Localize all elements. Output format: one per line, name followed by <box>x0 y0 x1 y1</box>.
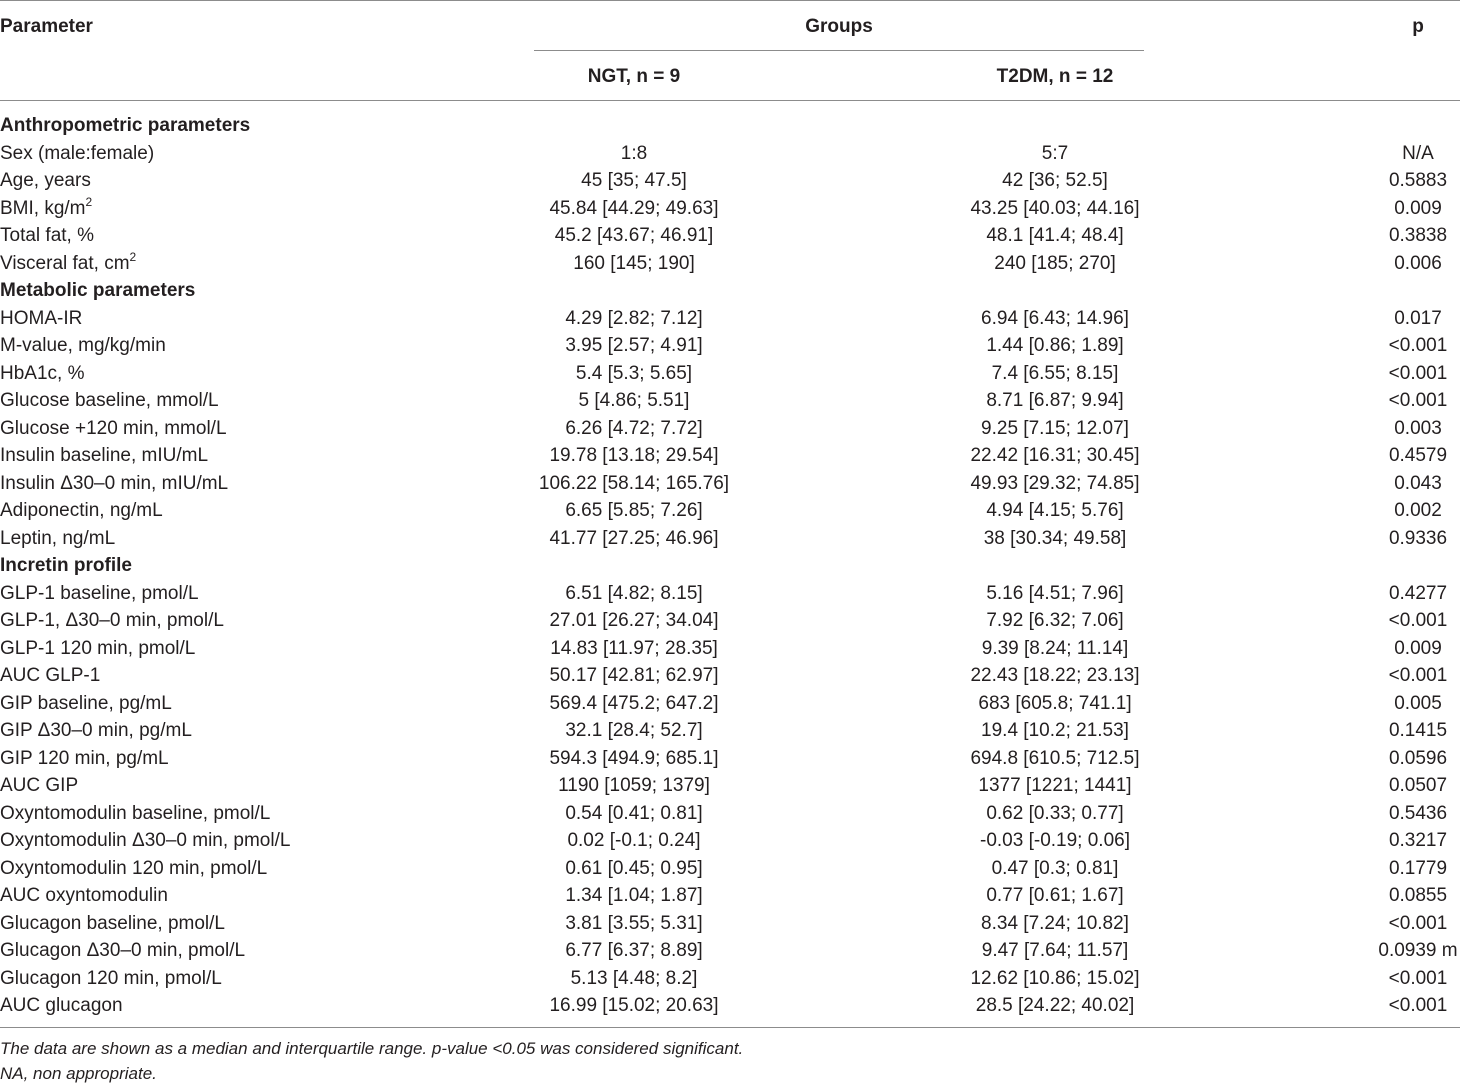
p-value-cell: 0.1415 <box>1388 720 1448 741</box>
table-row <box>0 635 1460 663</box>
table-row <box>0 305 1460 333</box>
t2dm-cell: 38 [30.34; 49.58] <box>983 527 1127 549</box>
table-bottom-rule <box>0 1027 1460 1028</box>
t2dm-cell: 22.43 [18.22; 23.13] <box>970 665 1140 686</box>
t2dm-cell: 9.39 [8.24; 11.14] <box>981 637 1129 659</box>
parameter-label: AUC GIP <box>0 775 79 796</box>
parameter-cell <box>0 305 82 333</box>
ngt-cell: 32.1 [28.4; 52.7] <box>565 720 703 741</box>
table-row <box>0 992 1460 1020</box>
table-row <box>0 910 1460 938</box>
parameter-cell <box>0 772 78 800</box>
parameter-cell <box>0 497 163 525</box>
table-row <box>0 662 1460 690</box>
p-value-cell: N/A <box>1402 142 1434 164</box>
groups-underline <box>534 50 1144 51</box>
section-row <box>0 277 1460 305</box>
parameter-cell <box>0 607 224 635</box>
p-value-cell: 0.002 <box>1394 500 1442 521</box>
table-row <box>0 387 1460 415</box>
p-value-cell: 0.4277 <box>1388 582 1448 604</box>
parameter-label: GLP-1 baseline, pmol/L <box>0 582 199 604</box>
parameter-label: Total fat, % <box>0 225 94 246</box>
table-row <box>0 827 1460 855</box>
table-row <box>0 580 1460 608</box>
t2dm-cell: 7.92 [6.32; 7.06] <box>986 610 1124 631</box>
table-top-rule <box>0 0 1460 1</box>
p-value-cell: 0.1779 <box>1388 857 1448 879</box>
parameter-cell <box>0 222 94 250</box>
parameter-cell <box>0 470 228 498</box>
table-row <box>0 332 1460 360</box>
section-row <box>0 552 1460 580</box>
p-value-cell: 0.006 <box>1394 252 1442 274</box>
t2dm-cell: 0.62 [0.33; 0.77] <box>986 802 1124 824</box>
t2dm-cell: 8.71 [6.87; 9.94] <box>986 390 1124 411</box>
parameter-label: AUC glucagon <box>0 995 123 1016</box>
parameter-cell <box>0 195 92 223</box>
ngt-cell: 27.01 [26.27; 34.04] <box>549 610 719 631</box>
p-value-cell: 0.005 <box>1394 692 1442 714</box>
parameter-label: GLP-1, Δ30–0 min, pmol/L <box>0 610 224 631</box>
t2dm-cell: 5:7 <box>1041 142 1069 164</box>
section-heading <box>0 552 132 580</box>
t2dm-cell: 9.25 [7.15; 12.07] <box>981 417 1129 439</box>
ngt-cell: 45 [35; 47.5] <box>581 170 687 191</box>
section-heading <box>0 112 250 140</box>
parameter-cell <box>0 965 222 993</box>
table-row <box>0 195 1460 223</box>
parameter-cell <box>0 882 168 910</box>
ngt-cell: 14.83 [11.97; 28.35] <box>550 637 718 659</box>
parameter-label: Oxyntomodulin 120 min, pmol/L <box>0 857 268 879</box>
table-row <box>0 140 1460 168</box>
p-value-cell: 0.5436 <box>1388 802 1448 824</box>
table-row <box>0 965 1460 993</box>
p-value-cell: 0.3838 <box>1388 225 1448 246</box>
ngt-cell: 6.77 [6.37; 8.89] <box>565 940 703 961</box>
parameter-label: Age, years <box>0 170 91 191</box>
ngt-cell: 19.78 [13.18; 29.54] <box>549 445 719 466</box>
p-value-cell: 0.3217 <box>1388 830 1448 851</box>
parameter-label: Incretin profile <box>0 555 132 576</box>
parameter-cell <box>0 992 123 1020</box>
parameter-cell <box>0 360 84 388</box>
ngt-cell: 0.61 [0.45; 0.95] <box>565 857 703 879</box>
parameter-cell <box>0 250 136 278</box>
parameter-cell <box>0 167 91 195</box>
ngt-cell: 594.3 [494.9; 685.1] <box>549 747 719 769</box>
table-row <box>0 800 1460 828</box>
t2dm-cell: 6.94 [6.43; 14.96] <box>981 307 1129 329</box>
header-groups: Groups <box>805 16 873 37</box>
parameter-label: GIP Δ30–0 min, pg/mL <box>0 720 192 741</box>
t2dm-cell: 694.8 [610.5; 712.5] <box>970 747 1140 769</box>
p-value-cell: 0.0855 <box>1388 885 1448 906</box>
parameter-cell <box>0 525 115 553</box>
t2dm-cell: 8.34 [7.24; 10.82] <box>981 912 1129 934</box>
p-value-cell: 0.043 <box>1394 472 1442 494</box>
parameter-cell <box>0 910 225 938</box>
t2dm-cell: 0.47 [0.3; 0.81] <box>991 857 1119 879</box>
t2dm-cell: 683 [605.8; 741.1] <box>978 692 1132 714</box>
parameter-label: Sex (male:female) <box>0 142 155 164</box>
t2dm-cell: 1.44 [0.86; 1.89] <box>986 335 1124 356</box>
t2dm-cell: 12.62 [10.86; 15.02] <box>970 967 1140 989</box>
p-value-cell: 0.5883 <box>1388 170 1448 191</box>
ngt-cell: 6.51 [4.82; 8.15] <box>565 582 703 604</box>
t2dm-cell: 1377 [1221; 1441] <box>978 775 1132 796</box>
table-row <box>0 167 1460 195</box>
parameter-label: Oxyntomodulin Δ30–0 min, pmol/L <box>0 830 291 851</box>
t2dm-cell: 48.1 [41.4; 48.4] <box>986 225 1124 246</box>
header-bottom-rule <box>0 100 1460 101</box>
table-row <box>0 525 1460 553</box>
ngt-cell: 1.34 [1.04; 1.87] <box>565 885 703 906</box>
p-value-cell: 0.9336 <box>1388 527 1448 549</box>
ngt-cell: 45.84 [44.29; 49.63] <box>549 197 719 219</box>
t2dm-cell: 9.47 [7.64; 11.57] <box>981 940 1129 961</box>
parameter-label: Oxyntomodulin baseline, pmol/L <box>0 802 271 824</box>
ngt-cell: 50.17 [42.81; 62.97] <box>549 665 719 686</box>
t2dm-cell: -0.03 [-0.19; 0.06] <box>980 830 1130 851</box>
ngt-cell: 0.02 [-0.1; 0.24] <box>567 830 701 851</box>
parameter-cell <box>0 332 166 360</box>
header-p: p <box>1412 16 1424 37</box>
parameter-cell <box>0 635 195 663</box>
table-row <box>0 690 1460 718</box>
ngt-cell: 41.77 [27.25; 46.96] <box>549 527 719 549</box>
parameter-cell <box>0 662 100 690</box>
parameter-cell <box>0 415 227 443</box>
ngt-cell: 5 [4.86; 5.51] <box>578 390 690 411</box>
table-row <box>0 717 1460 745</box>
parameter-cell <box>0 855 267 883</box>
p-value-cell: <0.001 <box>1388 912 1448 934</box>
ngt-cell: 569.4 [475.2; 647.2] <box>549 692 719 714</box>
parameter-label: Glucose baseline, mmol/L <box>0 390 219 411</box>
unit-superscript: 2 <box>85 194 93 209</box>
p-value-cell: <0.001 <box>1388 665 1448 686</box>
ngt-cell: 3.95 [2.57; 4.91] <box>565 335 703 356</box>
parameter-label: Glucagon 120 min, pmol/L <box>0 967 222 989</box>
parameter-label: BMI, kg/m <box>0 197 86 219</box>
parameter-label: Insulin Δ30–0 min, mIU/mL <box>0 472 229 494</box>
t2dm-cell: 22.42 [16.31; 30.45] <box>970 445 1140 466</box>
parameter-cell <box>0 690 172 718</box>
table-row <box>0 745 1460 773</box>
t2dm-cell: 43.25 [40.03; 44.16] <box>970 197 1140 219</box>
parameter-label: Visceral fat, cm <box>0 252 130 274</box>
parameter-label: AUC GLP-1 <box>0 665 101 686</box>
parameter-label: Anthropometric parameters <box>0 115 251 136</box>
parameter-label: HbA1c, % <box>0 362 85 384</box>
parameter-label: GLP-1 120 min, pmol/L <box>0 637 196 659</box>
p-value-cell: <0.001 <box>1388 610 1448 631</box>
parameter-label: AUC oxyntomodulin <box>0 885 168 906</box>
ngt-cell: 1190 [1059; 1379] <box>558 775 710 796</box>
p-value-cell: 0.0939 m <box>1378 940 1458 961</box>
p-value-cell: <0.001 <box>1388 967 1448 989</box>
p-value-cell: 0.003 <box>1394 417 1442 439</box>
table-row <box>0 497 1460 525</box>
parameter-cell <box>0 745 169 773</box>
t2dm-cell: 4.94 [4.15; 5.76] <box>986 500 1124 521</box>
parameter-cell <box>0 140 154 168</box>
table-row <box>0 855 1460 883</box>
section-heading <box>0 277 195 305</box>
ngt-cell: 16.99 [15.02; 20.63] <box>549 995 719 1016</box>
p-value-cell: <0.001 <box>1388 335 1448 356</box>
parameter-label: Glucose +120 min, mmol/L <box>0 417 227 439</box>
table-row <box>0 607 1460 635</box>
parameter-label: Glucagon baseline, pmol/L <box>0 912 225 934</box>
t2dm-cell: 240 [185; 270] <box>994 252 1116 274</box>
parameter-cell <box>0 937 245 965</box>
table-row <box>0 222 1460 250</box>
ngt-cell: 160 [145; 190] <box>573 252 695 274</box>
parameter-label: M-value, mg/kg/min <box>0 335 166 356</box>
table-row <box>0 442 1460 470</box>
table-row <box>0 937 1460 965</box>
header-t2dm: T2DM, n = 12 <box>996 66 1114 87</box>
t2dm-cell: 28.5 [24.22; 40.02] <box>975 995 1135 1016</box>
parameter-label: Leptin, ng/mL <box>0 527 116 549</box>
p-value-cell: 0.009 <box>1394 637 1442 659</box>
t2dm-cell: 19.4 [10.2; 21.53] <box>981 720 1129 741</box>
parameter-cell <box>0 827 290 855</box>
parameter-cell <box>0 800 270 828</box>
parameter-label: GIP baseline, pg/mL <box>0 692 172 714</box>
table-row <box>0 415 1460 443</box>
section-row <box>0 112 1460 140</box>
header-parameter: Parameter <box>0 16 93 37</box>
parameter-label: Metabolic parameters <box>0 280 196 301</box>
ngt-cell: 106.22 [58.14; 165.76] <box>538 472 730 494</box>
parameter-cell <box>0 717 192 745</box>
p-value-cell: <0.001 <box>1388 995 1448 1016</box>
footnote-data: The data are shown as a median and interquartile range. p-value <0.05 was considered significant. <box>0 1039 744 1058</box>
parameter-cell <box>0 442 208 470</box>
ngt-cell: 4.29 [2.82; 7.12] <box>565 307 703 329</box>
parameter-label: HOMA-IR <box>0 307 83 329</box>
parameter-label: Glucagon Δ30–0 min, pmol/L <box>0 940 246 961</box>
p-value-cell: 0.0596 <box>1388 747 1448 769</box>
t2dm-cell: 42 [36; 52.5] <box>1002 170 1108 191</box>
unit-superscript: 2 <box>129 249 137 264</box>
ngt-cell: 5.13 [4.48; 8.2] <box>570 967 698 989</box>
ngt-cell: 6.26 [4.72; 7.72] <box>565 417 703 439</box>
t2dm-cell: 5.16 [4.51; 7.96] <box>986 582 1124 604</box>
parameter-label: Adiponectin, ng/mL <box>0 500 163 521</box>
t2dm-cell: 7.4 [6.55; 8.15] <box>991 362 1119 384</box>
p-value-cell: <0.001 <box>1388 390 1448 411</box>
table-body <box>0 112 1460 1020</box>
table-row <box>0 882 1460 910</box>
parameter-cell <box>0 387 219 415</box>
p-value-cell: 0.0507 <box>1388 775 1448 796</box>
table-row <box>0 250 1460 278</box>
header-ngt: NGT, n = 9 <box>587 66 681 87</box>
table-row <box>0 360 1460 388</box>
p-value-cell: 0.009 <box>1394 197 1442 219</box>
t2dm-cell: 49.93 [29.32; 74.85] <box>970 472 1140 494</box>
parameter-label: GIP 120 min, pg/mL <box>0 747 169 769</box>
table-row <box>0 772 1460 800</box>
ngt-cell: 6.65 [5.85; 7.26] <box>565 500 703 521</box>
ngt-cell: 3.81 [3.55; 5.31] <box>565 912 703 934</box>
p-value-cell: <0.001 <box>1388 362 1448 384</box>
p-value-cell: 0.4579 <box>1388 445 1448 466</box>
ngt-cell: 1:8 <box>620 142 648 164</box>
p-value-cell: 0.017 <box>1394 307 1442 329</box>
table-row <box>0 470 1460 498</box>
ngt-cell: 5.4 [5.3; 5.65] <box>575 362 693 384</box>
ngt-cell: 45.2 [43.67; 46.91] <box>554 225 714 246</box>
t2dm-cell: 0.77 [0.61; 1.67] <box>986 885 1124 906</box>
ngt-cell: 0.54 [0.41; 0.81] <box>565 802 703 824</box>
footnote-na: NA, non appropriate. <box>0 1064 157 1083</box>
parameter-label: Insulin baseline, mIU/mL <box>0 445 209 466</box>
parameter-cell <box>0 580 199 608</box>
